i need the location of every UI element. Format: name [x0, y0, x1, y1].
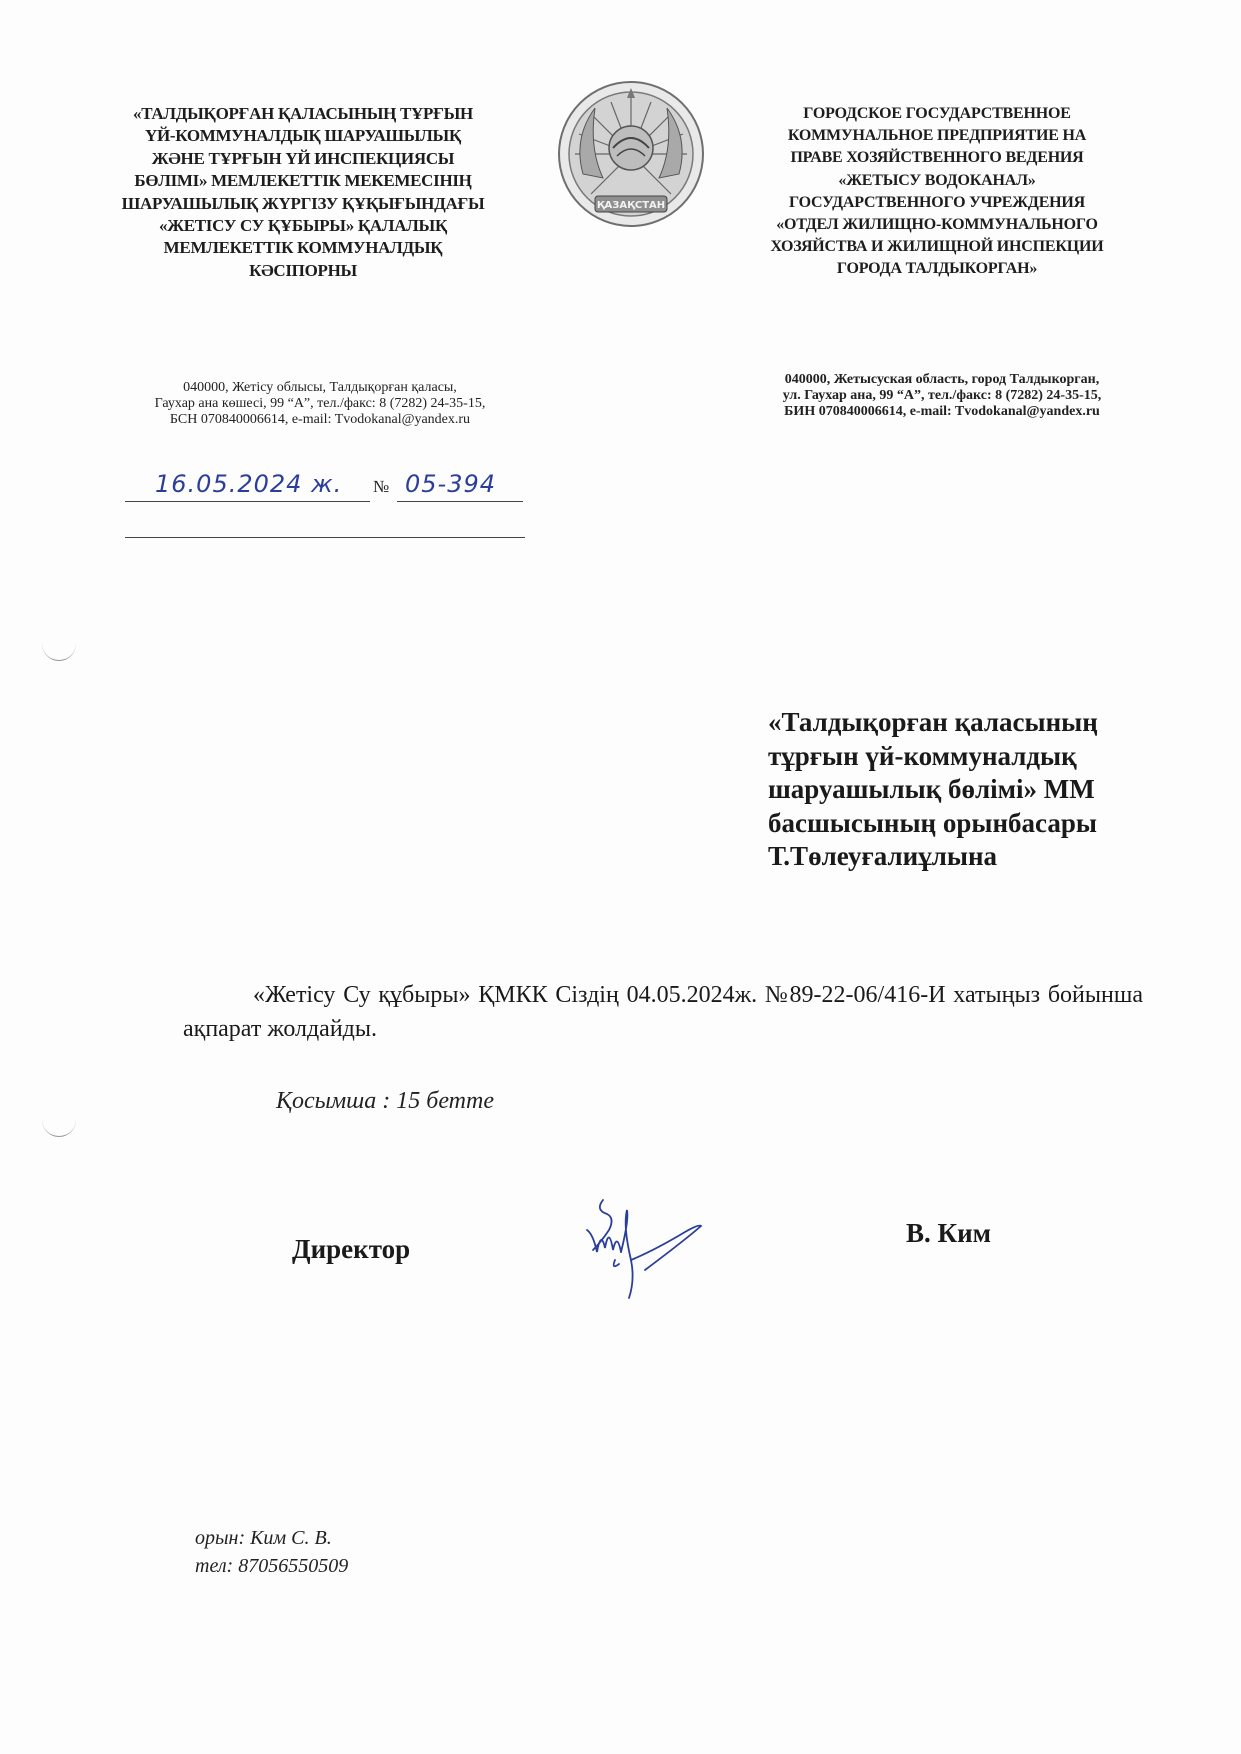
number-underline — [397, 501, 523, 502]
letter-body: «Жетісу Су құбыры» ҚМКК Сіздің 04.05.2024ж. №89-22-06/416-И хатыңыз бойынша ақпарат жолдайды. — [183, 982, 1143, 1042]
header-ru-line: ХОЗЯЙСТВА И ЖИЛИЩНОЙ ИНСПЕКЦИИ — [770, 238, 1104, 256]
header-kz-line: «ТАЛДЫҚОРҒАН ҚАЛАСЫНЫҢ ТҰРҒЫН — [133, 104, 473, 123]
recipient-line: басшысының орынбасары — [768, 807, 1097, 838]
emblem-text: ҚАЗАҚСТАН — [596, 200, 666, 211]
header-kz — [88, 103, 518, 282]
address-kz — [105, 380, 535, 428]
header-kz-line: МЕМЛЕКЕТТІК КОММУНАЛДЫҚ — [163, 238, 443, 258]
signatory-title: Директор — [292, 1234, 411, 1264]
header-kz-line: КӘСІПОРНЫ — [249, 260, 357, 280]
header-ru-line: «ЖЕТЫСУ ВОДОКАНАЛ» — [838, 171, 1036, 189]
address-kz-line: 040000, Жетісу облысы, Талдықорған қаласы, — [183, 380, 457, 395]
handwritten-signature — [575, 1190, 705, 1305]
recipient-line: «Талдықорған қаласының — [768, 707, 1098, 737]
registration-date: 16.05.2024 ж. — [155, 470, 343, 498]
executor-name: орын: Ким С. В. — [195, 1527, 332, 1549]
executor-phone: тел: 87056550509 — [195, 1555, 349, 1577]
signatory-name: В. Ким — [906, 1218, 992, 1248]
address-kz-line: Гаухар ана көшесі, 99 “А”, тел./факс: 8 (7282) 24-35-15, — [154, 396, 486, 411]
number-sign: № — [373, 477, 390, 496]
registration-number: 05-394 — [405, 470, 497, 498]
header-ru-line: ГОРОДА ТАЛДЫКОРГАН» — [836, 260, 1038, 278]
header-ru-line: ПРАВЕ ХОЗЯЙСТВЕННОГО ВЕДЕНИЯ — [790, 149, 1084, 167]
recipient-line: Т.Төлеуғалиұлына — [768, 841, 998, 871]
address-ru — [742, 372, 1142, 420]
date-underline — [125, 501, 370, 502]
header-kz-line: ЖӘНЕ ТҰРҒЫН ҮЙ ИНСПЕКЦИЯСЫ — [151, 148, 455, 168]
recipient-block — [768, 706, 1188, 874]
recipient-line: тұрғын үй-коммуналдық — [768, 740, 1077, 771]
header-kz-line: ҮЙ-КОММУНАЛДЫҚ ШАРУАШЫЛЫҚ — [145, 126, 461, 146]
header-kz-line: БӨЛІМІ» МЕМЛЕКЕТТІК МЕКЕМЕСІНІҢ — [134, 171, 472, 191]
attachment-note: Қосымша : 15 бетте — [276, 1088, 494, 1114]
punch-hole-mark — [42, 1118, 76, 1137]
reference-underline — [125, 537, 525, 538]
address-ru-line: БИН 070840006614, e-mail: Tvodokanal@yandex.ru — [784, 404, 1100, 419]
state-emblem-icon — [555, 78, 707, 234]
header-ru-line: ГОСУДАРСТВЕННОГО УЧРЕЖДЕНИЯ — [788, 193, 1086, 211]
executor-info — [195, 1524, 348, 1580]
header-kz-line: «ЖЕТІСУ СУ ҚҰБЫРЫ» ҚАЛАЛЫҚ — [159, 216, 447, 236]
punch-hole-mark — [42, 642, 76, 661]
header-ru-line: ГОРОДСКОЕ ГОСУДАРСТВЕННОЕ — [803, 105, 1071, 122]
address-ru-line: ул. Гаухар ана, 99 “А”, тел./факс: 8 (7282) 24-35-15, — [782, 388, 1102, 403]
header-ru-line: КОММУНАЛЬНОЕ ПРЕДПРИЯТИЕ НА — [787, 127, 1087, 145]
header-ru — [727, 103, 1147, 281]
header-kz-line: ШАРУАШЫЛЫҚ ЖҮРГІЗУ ҚҰҚЫҒЫНДАҒЫ — [121, 193, 485, 213]
registration-line — [125, 470, 525, 510]
address-ru-line: 040000, Жетысуская область, город Талдыкорган, — [784, 372, 1100, 387]
header-ru-line: «ОТДЕЛ ЖИЛИЩНО-КОММУНАЛЬНОГО — [776, 216, 1098, 234]
recipient-line: шаруашылық бөлімі» ММ — [768, 774, 1095, 804]
address-kz-line: БСН 070840006614, e-mail: Tvodokanal@yandex.ru — [169, 412, 471, 427]
